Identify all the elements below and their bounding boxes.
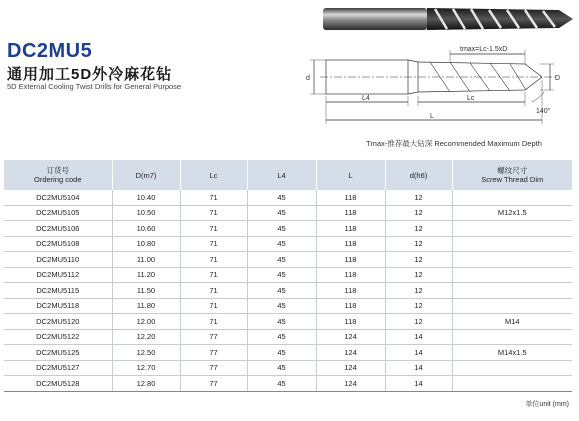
lc-cell: 77: [180, 329, 247, 345]
ordering-code-cell: DC2MU5105: [4, 205, 112, 221]
page-title: DC2MU5: [7, 40, 93, 62]
drill-photo-shank: [323, 8, 427, 30]
d-h6-cell: 14: [385, 376, 452, 392]
l4-cell: 45: [247, 190, 316, 205]
thread-cell: [452, 267, 572, 283]
l4-cell: 45: [247, 252, 316, 268]
col-header-ordering-code-cn: 订货号: [46, 166, 69, 175]
col-header-l4: L4: [247, 160, 316, 190]
l-cell: 124: [316, 360, 385, 376]
ordering-code-cell: DC2MU5118: [4, 298, 112, 314]
d-m7-cell: 12.50: [112, 345, 180, 361]
d-m7-cell: 10.50: [112, 205, 180, 221]
unit-note: 单位unit (mm): [525, 401, 569, 408]
table-row: [4, 376, 572, 392]
ordering-code-cell: DC2MU5125: [4, 345, 112, 361]
lc-cell: 77: [180, 345, 247, 361]
lc-cell: 71: [180, 267, 247, 283]
d-m7-cell: 10.60: [112, 221, 180, 237]
table-row: [4, 252, 572, 268]
thread-cell: [452, 190, 572, 205]
spec-table: [4, 160, 572, 392]
drill-photo: [323, 2, 575, 36]
l4-cell: 45: [247, 283, 316, 299]
l4-cell: 45: [247, 236, 316, 252]
d-h6-cell: 12: [385, 236, 452, 252]
col-header-ordering-code-en: Ordering code: [33, 175, 82, 184]
l4-cell: 45: [247, 376, 316, 392]
d-h6-cell: 12: [385, 267, 452, 283]
d-m7-cell: 10.40: [112, 190, 180, 205]
l-cell: 118: [316, 298, 385, 314]
table-row: [4, 360, 572, 376]
ordering-code-cell: DC2MU5120: [4, 314, 112, 330]
d-m7-cell: 12.70: [112, 360, 180, 376]
l4-cell: 45: [247, 221, 316, 237]
l-cell: 124: [316, 345, 385, 361]
table-row: [4, 345, 572, 361]
l-cell: 118: [316, 236, 385, 252]
l-cell: 118: [316, 252, 385, 268]
l-cell: 124: [316, 376, 385, 392]
l4-cell: 45: [247, 205, 316, 221]
lc-cell: 71: [180, 314, 247, 330]
thread-cell: M14x1.5: [452, 345, 572, 361]
table-row: [4, 205, 572, 221]
d-m7-cell: 11.50: [112, 283, 180, 299]
drawing-label-lc: Lc: [467, 95, 475, 102]
table-header-row: [4, 160, 572, 190]
d-m7-cell: 11.80: [112, 298, 180, 314]
l-cell: 118: [316, 314, 385, 330]
d-h6-cell: 12: [385, 252, 452, 268]
l-cell: 118: [316, 205, 385, 221]
table-row: [4, 267, 572, 283]
ordering-code-cell: DC2MU5104: [4, 190, 112, 205]
lc-cell: 71: [180, 221, 247, 237]
thread-cell: [452, 236, 572, 252]
table-row: [4, 314, 572, 330]
thread-cell: [452, 221, 572, 237]
thread-cell: [452, 298, 572, 314]
col-header-d-m7: D(m7): [112, 160, 180, 190]
thread-cell: [452, 360, 572, 376]
thread-cell: [452, 252, 572, 268]
ordering-code-cell: DC2MU5115: [4, 283, 112, 299]
drawing-label-l4: L4: [362, 95, 370, 102]
d-m7-cell: 11.20: [112, 267, 180, 283]
col-header-l: L: [316, 160, 385, 190]
table-row: [4, 236, 572, 252]
thread-cell: M14: [452, 314, 572, 330]
ordering-code-cell: DC2MU5110: [4, 252, 112, 268]
d-h6-cell: 12: [385, 205, 452, 221]
l-cell: 118: [316, 190, 385, 205]
subtitle-english: 5D External Cooling Twist Drills for General Purpose: [7, 82, 182, 91]
ordering-code-cell: DC2MU5122: [4, 329, 112, 345]
table-row: [4, 283, 572, 299]
l-cell: 118: [316, 267, 385, 283]
thread-cell: [452, 376, 572, 392]
d-h6-cell: 14: [385, 329, 452, 345]
l4-cell: 45: [247, 345, 316, 361]
l-cell: 118: [316, 283, 385, 299]
d-m7-cell: 10.80: [112, 236, 180, 252]
d-h6-cell: 14: [385, 360, 452, 376]
d-m7-cell: 12.80: [112, 376, 180, 392]
col-header-lc: Lc: [180, 160, 247, 190]
lc-cell: 77: [180, 360, 247, 376]
tmax-note: Tmax-推荐最大钻深 Recommended Maximum Depth: [366, 139, 542, 148]
table-row: [4, 329, 572, 345]
table-row: [4, 221, 572, 237]
drawing-label-d: d: [306, 75, 310, 82]
d-h6-cell: 12: [385, 221, 452, 237]
ordering-code-cell: DC2MU5108: [4, 236, 112, 252]
thread-cell: M12x1.5: [452, 205, 572, 221]
l-cell: 118: [316, 221, 385, 237]
lc-cell: 71: [180, 252, 247, 268]
ordering-code-cell: DC2MU5106: [4, 221, 112, 237]
ordering-code-cell: DC2MU5112: [4, 267, 112, 283]
d-m7-cell: 11.00: [112, 252, 180, 268]
table-row: [4, 190, 572, 205]
col-header-screw-thread-cn: 螺纹尺寸: [497, 166, 528, 175]
ordering-code-cell: DC2MU5128: [4, 376, 112, 392]
drawing-label-D: D: [555, 75, 561, 82]
table-row: [4, 298, 572, 314]
d-h6-cell: 12: [385, 314, 452, 330]
col-header-screw-thread: [452, 160, 572, 190]
l4-cell: 45: [247, 298, 316, 314]
lc-cell: 71: [180, 236, 247, 252]
l-cell: 124: [316, 329, 385, 345]
col-header-ordering-code: [4, 160, 112, 190]
l4-cell: 45: [247, 314, 316, 330]
d-h6-cell: 12: [385, 298, 452, 314]
lc-cell: 71: [180, 283, 247, 299]
d-h6-cell: 12: [385, 190, 452, 205]
d-m7-cell: 12.00: [112, 314, 180, 330]
lc-cell: 77: [180, 376, 247, 392]
drawing-label-angle: 140°: [536, 108, 551, 115]
l4-cell: 45: [247, 267, 316, 283]
d-h6-cell: 14: [385, 345, 452, 361]
drawing-label-tmax: tmax=Lc-1.5xD: [460, 46, 508, 53]
thread-cell: [452, 329, 572, 345]
l4-cell: 45: [247, 329, 316, 345]
col-header-d-h6: d(h6): [385, 160, 452, 190]
l4-cell: 45: [247, 360, 316, 376]
col-header-screw-thread-en: Screw Thread Dim: [481, 175, 544, 184]
thread-cell: [452, 283, 572, 299]
drawing-label-l: L: [430, 113, 434, 120]
subtitle-chinese: 通用加工5D外冷麻花钻: [7, 66, 173, 83]
technical-drawing: [300, 40, 576, 136]
d-h6-cell: 12: [385, 283, 452, 299]
lc-cell: 71: [180, 190, 247, 205]
lc-cell: 71: [180, 205, 247, 221]
d-m7-cell: 12.20: [112, 329, 180, 345]
ordering-code-cell: DC2MU5127: [4, 360, 112, 376]
lc-cell: 71: [180, 298, 247, 314]
